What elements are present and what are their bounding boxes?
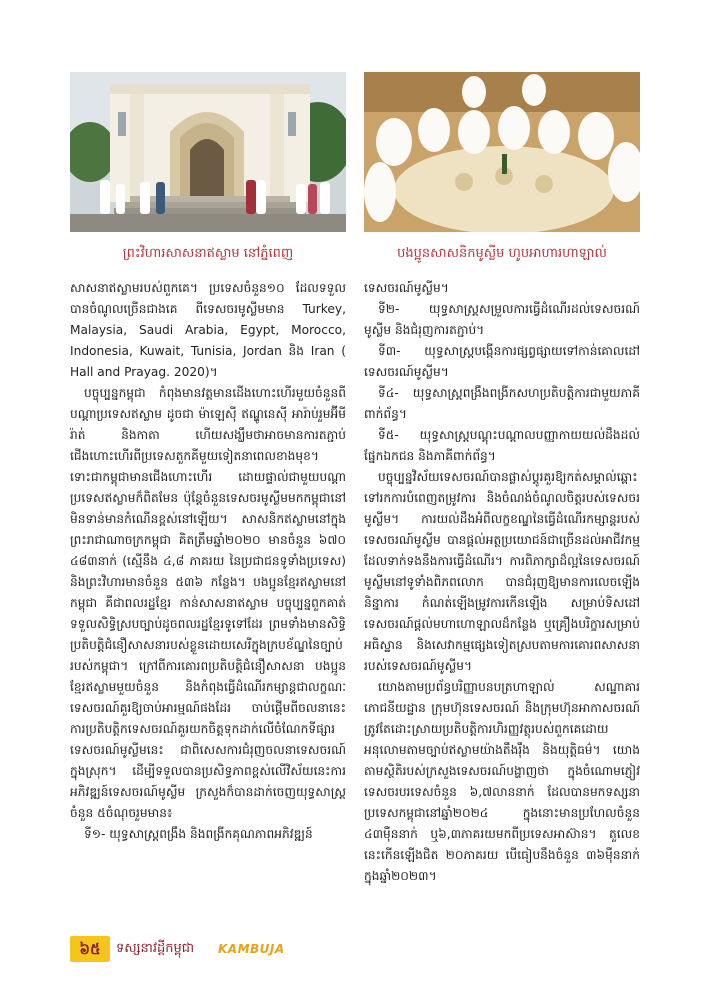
paragraph: យោងតាមប្រព័ន្ធបរិញ្ញាបនបត្រហាឡាល់ សណ្ឋាគារ ភោជនីយដ្ឋាន ក្រុមហ៊ុនទេសចរណ៍ និងក្រុមហ៊ុនអាកាសចរណ៍ត្រូវតែដោះស្រាយប្រតិបត្តិការហិរញ្ញវត្ថុរបស់ពួកគេដោយអនុលោមតាមច្បាប់ឥស្លាមយ៉ាងតឹងរ៉ឹង និងយុត្តិធម៌។ យោងតាមស្ថិតិរបស់ក្រសួងទេសចរណ៍បង្ហាញថា ក្នុងចំណោមភ្ញៀវទេសចរបរទេសចំនួន ៦,៧លាននាក់ ដែលបានមកទស្សនាប្រទេសកម្ពុជានៅឆ្នាំ២០២៤ ក្នុងនោះមានប្រហែលចំនួន ៤៣ម៉ឺននាក់ ឬ៦,៣ភាគរយមកពីប្រទេសអាស៊ាន។ តួលេខនេះកើនឡើងជិត ២០ភាគរយ បើធៀបនឹងចំនួន ៣៦ម៉ឺននាក់ក្នុងឆ្នាំ២០២៣។ — [364, 680, 640, 883]
strategy-item: ទី១- យុទ្ធសាស្ត្រពង្រឹង និងពង្រីកគុណភាពអភិវឌ្ឍន៍ — [84, 827, 313, 841]
mosque-photo-caption: ព្រះវិហារសាសនាឥស្លាម នៅភ្នំពេញ — [122, 246, 294, 261]
strategy-item: ទី៥- យុទ្ធសាស្ត្របណ្តុះបណ្តាលបញ្ញាកាយយល់ដឹងដល់ផ្នែកឯកជន និងភាគីពាក់ព័ន្ធ។ — [364, 428, 640, 463]
strategy-item: ទី២- យុទ្ធសាស្ត្រសម្រួលការធ្វើដំណើរដល់ទេសចរណ៍មូស្លីម និងជំរុញការតភ្ជាប់។ — [364, 302, 640, 337]
strategy-item: ទី៤- យុទ្ធសាស្ត្រពង្រឹងពង្រីកសហប្រតិបត្តិការជាមួយភាគីពាក់ព័ន្ធ។ — [364, 386, 640, 421]
paragraph: បច្ចុប្បន្នកម្ពុជា កំពុងមានវត្តមានដើងហោះហើរមួយចំនួនពីបណ្តាប្រទេសឥស្លាម ដូចជា ម៉ាឡេស៊ី ឥណ្ឌូនេស៊ី អារ៉ាប់រួមអ៊ីមីរ៉ាត់ និងកាតា ហើយសង្ឃឹមថាអាចមានការតភ្ជាប់ជើងហោះហើរពីប្រទេសតួកគីមួយទៀតនាពេលខាងមុខ។ ទោះជាកម្ពុជាមានជើងហោះហើរ ដោយផ្ទាល់ជាមួយបណ្តាប្រទេសឥស្លាមក៏ពិតមែន ប៉ុន្តែចំនួនទេសចរមូស្លីមមកកម្ពុជានៅមិនទាន់មានកំណើនខ្ពស់នៅឡើយ។ សាសនិកឥស្លាមនៅក្នុងព្រះរាជាណាចក្រកម្ពុជា គិតត្រឹមឆ្នាំ២០២០ មានចំនួន ៦៧០ ៤៨៣នាក់ (ស្មើនឹង ៤,៨ ភាគរយ នៃប្រជាជនទូទាំងប្រទេស) និងព្រះវិហារមានចំនួន ៥៣៦ កន្លែង។ បងប្អូនខ្មែរឥស្លាមនៅកម្ពុជា គឺជាពលរដ្ឋខ្មែរ កាន់សាសនាឥស្លាម បច្ចុប្បន្នពួកគាត់ទទួលសិទ្ធិស្របច្បាប់ដូចពលរដ្ឋខ្មែរទូទៅដែរ ព្រមទាំងមានសិទ្ធិប្រតិបត្តិជំនឿសាសនារបស់ខ្លួនដោយសេរីក្នុងក្របខ័ណ្ឌនៃច្បាប់របស់កម្ពុជា។ ក្រៅពីការគោរពប្រតិបត្តិជំនឿសាសនា បងប្អូនខ្មែរឥស្លាមមួយចំនួន និងកំពុងធ្វើដំណើរកម្សាន្តជាលក្ខណៈទេសចរណ៍គួរឱ្យចាប់អារម្មណ៍ផងដែរ ចាប់ផ្តើមពីចលនានេះ ការប្រតិបត្តិកទេសចរណ៍គួរយកចិត្តទុកដាក់លើចំណែកទីផ្សារទេសចរណ៍មូស្លីមនេះ ជាពិសេសការជំរុញចលនាទេសចរណ៍ក្នុងស្រុក។ ដើម្បីទទួលបានប្រសិទ្ធភាពខ្ពស់លើវិស័យនេះការអភិវឌ្ឍន៍ទេសចរណ៍មូស្លីម ក្រសួងក៏បានដាក់ចេញយុទ្ធសាស្ត្រចំនួន ៥ចំណុចរួមមាន៖ — [70, 386, 346, 820]
paragraph: សាសនាឥស្លាមរបស់ពួកគេ។ ប្រទេសចំនួន១០ ដែលទទួលបានចំណូលច្រើនជាងគេ ពីទេសចរមូស្លីមមាន Turkey, Malaysia, Saudi Arabia, Egypt, Morocco, Indonesia, Kuwait, Tunisia, Jordan និង Iran ( Hall and Prayag. 2020)។ — [70, 281, 346, 379]
paragraph: បច្ចុប្បន្នវិស័យទេសចរណ៍បានផ្លាស់ប្តូរគួរឱ្យកត់សម្គាល់ឆ្ពោះទៅរកការបំពេញតម្រូវការ និងចំណង់ចំណូលចិត្តរបស់ទេសចរមូស្លីម។ ការយល់ដឹងអំពីលក្ខខណ្ឌនៃធ្វើដំណើរកម្សាន្តរបស់ទេសចរណ៍មូស្លីម បានផ្តល់អត្ថប្រយោជន៍ជាច្រើនដល់អាជីវកម្ម ដែលទាក់ទងនឹងការធ្វើដំណើរ។ ការពិភាក្សាដ៏ល្អនៃទេសចរណ៍មូស្លីមនៅទូទាំងពិភពលោក បានជំរុញឱ្យមានការលេចឡើងនិន្នាការ កំណត់ឡើងម្រូវការកើនឡើង សម្រាប់ទិសដៅទេសចរណ៍ផ្តល់មហាហោឡាលដ៏កន្លែង ឬគ្រឿងបរិក្ខារសម្រាប់អធិស្ឋាន និងសេវាកម្មផ្សេងទៀតស្របតាមការគោរពសាសនារបស់ទេសចរណ៍មូស្លីម។ — [364, 470, 640, 673]
page-number: ៦៥ — [70, 936, 110, 962]
article-column-left — [70, 278, 346, 845]
paragraph: ទេសចរណ៍មូស្លីម។ — [364, 281, 449, 295]
dinner-photo-caption: បងប្អូនសាសនិកមូស្លីម ហូបអាហារហាឡាល់ — [397, 246, 607, 261]
strategy-item: ទី៣- យុទ្ធសាស្ត្របង្កើនការផ្សព្វផ្សាយទៅកាន់គោលដៅទេសចរណ៍មូស្លីម។ — [364, 344, 640, 379]
magazine-title: ទស្សនាវដ្តីកម្ពុជា — [116, 941, 195, 956]
magazine-brand: KAMBUJA — [218, 942, 285, 956]
dinner-photo — [364, 72, 640, 232]
article-column-right — [364, 278, 640, 887]
mosque-photo — [70, 72, 346, 232]
